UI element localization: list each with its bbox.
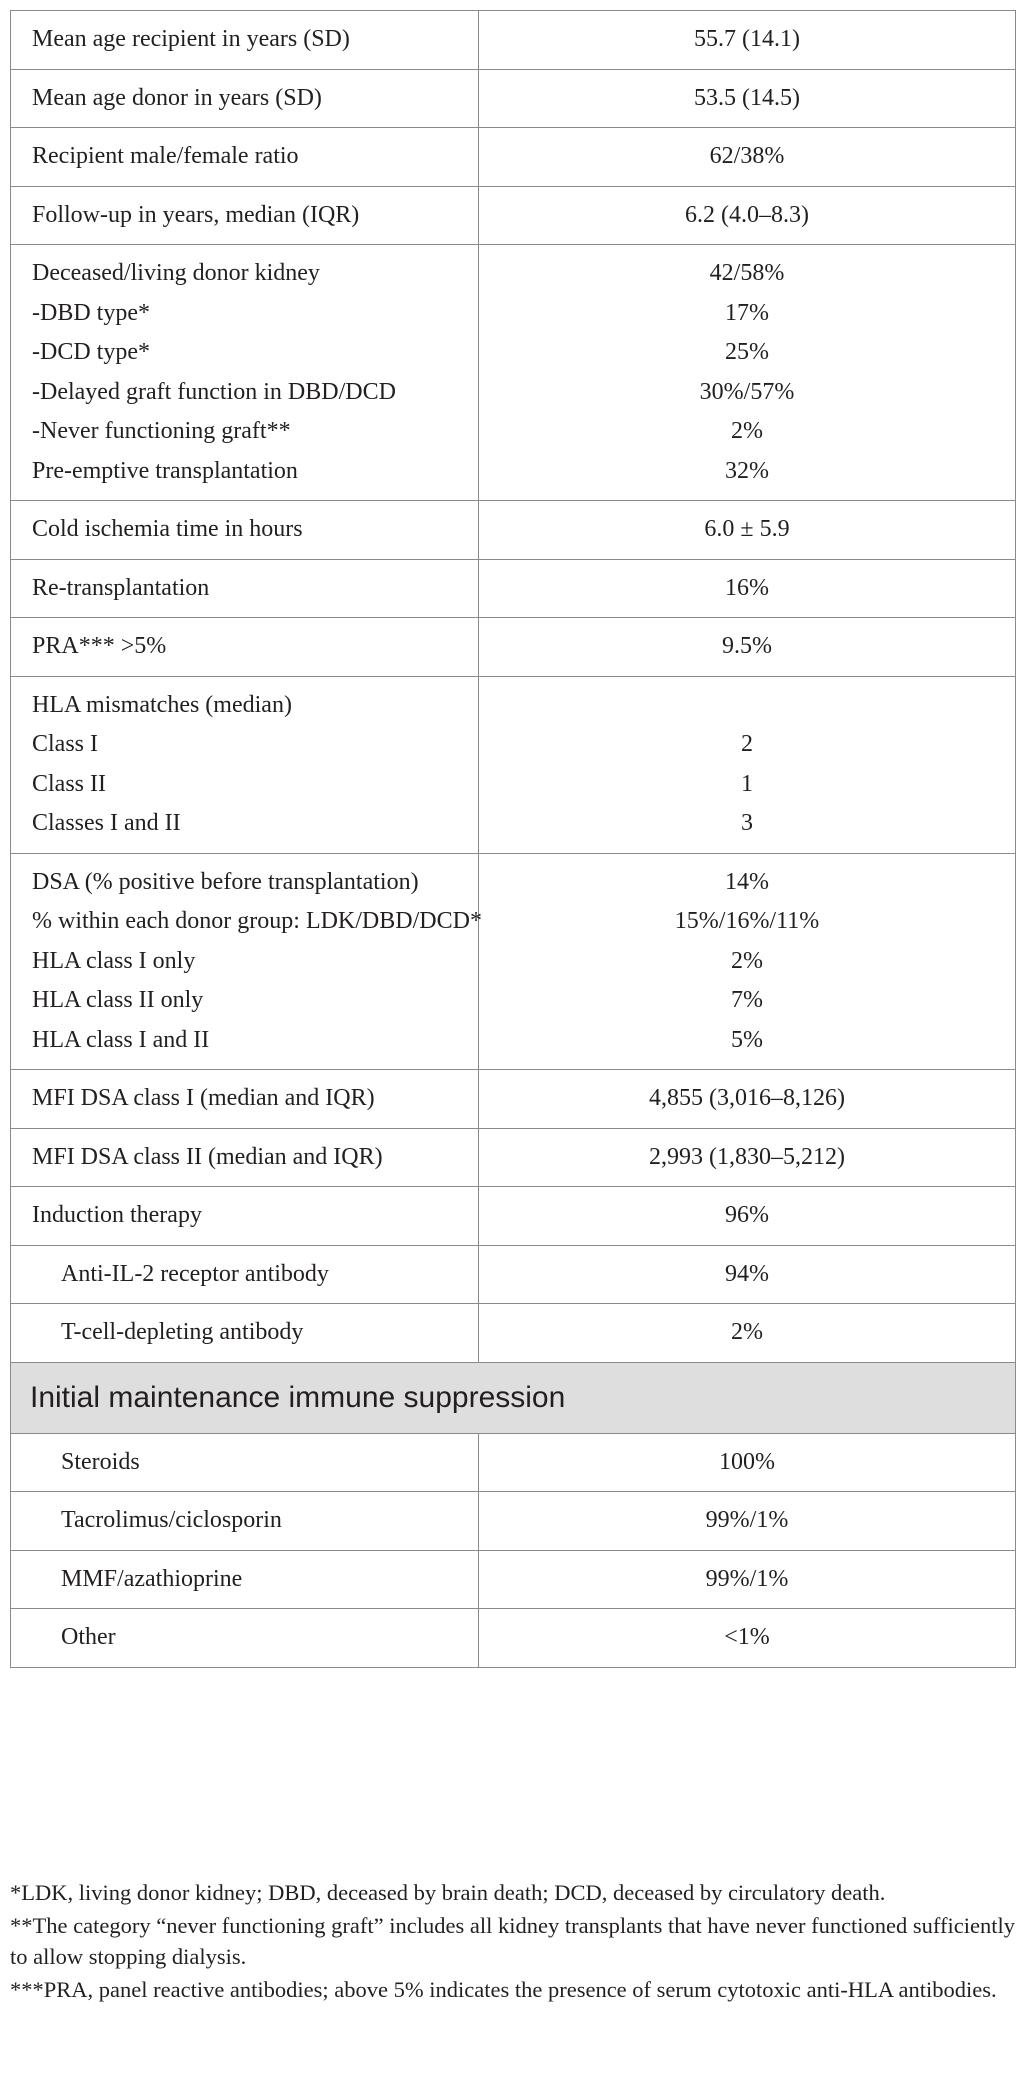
table-row: [11, 853, 1016, 1070]
characteristics-table: [10, 10, 1016, 1668]
row-label: HLA mismatches (median): [32, 691, 292, 718]
row-label: MMF/azathioprine: [61, 1565, 243, 1592]
table-row: [11, 1550, 1016, 1609]
table-row: [11, 186, 1016, 245]
row-value: 1: [741, 770, 753, 797]
row-label: -Never functioning graft**: [32, 418, 291, 444]
table-row: [11, 1304, 1016, 1363]
footnote-pra: ***PRA, panel reactive antibodies; above 5% indicates the presence of serum cytotoxic anti-HLA antibodies.: [10, 1977, 997, 2002]
row-value: 55.7 (14.1): [694, 26, 800, 52]
row-label-cell: [11, 245, 479, 501]
row-value: [489, 686, 1005, 726]
row-value: 4,855 (3,016–8,126): [649, 1085, 845, 1111]
row-label-cell: [11, 1245, 479, 1304]
row-label: Classes I and II: [32, 810, 181, 836]
row-value-cell: [479, 186, 1016, 245]
row-value: 99%/1%: [705, 1565, 789, 1592]
row-label: MFI DSA class I (median and IQR): [32, 1085, 375, 1111]
row-value-cell: [479, 1550, 1016, 1609]
row-value: 2%: [731, 418, 763, 444]
row-label: DSA (% positive before transplantation): [32, 868, 419, 895]
row-value-cell: [479, 11, 1016, 70]
row-value: 7%: [731, 987, 763, 1013]
table-row: [11, 618, 1016, 677]
row-label: HLA class I only: [32, 947, 196, 974]
row-value: 2%: [731, 947, 763, 974]
row-label: Deceased/living donor kidney: [32, 260, 320, 286]
row-value: 32%: [725, 457, 769, 484]
row-value: 94%: [725, 1260, 769, 1287]
table-row: [11, 1070, 1016, 1129]
section-header-row: [11, 1362, 1016, 1433]
row-value-cell: [479, 128, 1016, 187]
row-label: Class I: [32, 731, 98, 757]
row-label: Anti-IL-2 receptor antibody: [61, 1260, 329, 1287]
table-row: [11, 1492, 1016, 1551]
row-value-cell: [479, 1433, 1016, 1492]
row-label: -DBD type*: [32, 299, 150, 326]
row-label: Mean age recipient in years (SD): [32, 26, 350, 52]
row-label-cell: [11, 618, 479, 677]
row-label-cell: [11, 11, 479, 70]
row-label-cell: [11, 1187, 479, 1246]
row-label-cell: [11, 1070, 479, 1129]
row-label: -Delayed graft function in DBD/DCD: [32, 378, 396, 405]
row-label: Tacrolimus/ciclosporin: [61, 1507, 282, 1533]
table-row: [11, 1245, 1016, 1304]
table-row: [11, 11, 1016, 70]
row-value: 2,993 (1,830–5,212): [649, 1143, 845, 1170]
row-value: 2%: [731, 1319, 763, 1345]
row-value: 30%/57%: [699, 378, 795, 405]
table-row: [11, 128, 1016, 187]
table-footnotes: [10, 1877, 1015, 2007]
row-label-cell: [11, 186, 479, 245]
table-row: [11, 1187, 1016, 1246]
table-row: [11, 559, 1016, 618]
row-label-cell: [11, 676, 479, 853]
row-label-cell: [11, 853, 482, 1070]
row-label: PRA*** >5%: [32, 633, 167, 659]
row-label: T-cell-depleting antibody: [61, 1319, 304, 1345]
row-label-cell: [11, 501, 479, 560]
row-value-cell: [479, 853, 1016, 1070]
row-value: 53.5 (14.5): [694, 84, 800, 111]
table-row: [11, 1609, 1016, 1668]
row-value-cell: [479, 1492, 1016, 1551]
row-value: 15%/16%/11%: [674, 908, 820, 934]
row-label: HLA class I and II: [32, 1026, 210, 1053]
row-label-cell: [11, 69, 479, 128]
row-label-cell: [11, 1304, 479, 1363]
row-value-cell: [479, 501, 1016, 560]
row-value-cell: [479, 618, 1016, 677]
row-value: 42/58%: [709, 260, 785, 286]
row-value: 100%: [719, 1448, 775, 1475]
row-label: MFI DSA class II (median and IQR): [32, 1143, 383, 1170]
row-label-cell: [11, 128, 479, 187]
row-value: 99%/1%: [705, 1507, 789, 1533]
footnote-never-functioning-graft: **The category “never functioning graft” includes all kidney transplants that have never functioned sufficiently to allow stopping dialysis.: [10, 1913, 1015, 1969]
row-value-cell: [479, 676, 1016, 853]
row-label: Pre-emptive transplantation: [32, 457, 298, 484]
row-value: 6.0 ± 5.9: [704, 516, 790, 542]
row-label: Other: [61, 1624, 116, 1650]
row-value: 62/38%: [709, 143, 785, 169]
row-value: 17%: [725, 299, 769, 326]
row-value: 6.2 (4.0–8.3): [685, 201, 809, 228]
row-value-cell: [479, 559, 1016, 618]
row-label-cell: [11, 1128, 479, 1187]
row-label: HLA class II only: [32, 987, 204, 1013]
row-label: -DCD type*: [32, 339, 150, 365]
row-value: 2: [741, 731, 753, 757]
section-heading: Initial maintenance immune suppression: [11, 1362, 1016, 1433]
table-row: [11, 245, 1016, 501]
row-value-cell: [479, 1070, 1016, 1129]
row-label: % within each donor group: LDK/DBD/DCD*: [32, 908, 482, 934]
row-value-cell: [479, 1609, 1016, 1668]
row-label-cell: [11, 1609, 479, 1668]
row-value: 16%: [725, 574, 769, 601]
row-value: 14%: [725, 868, 769, 895]
row-value-cell: [479, 1245, 1016, 1304]
row-value: 3: [741, 810, 753, 836]
row-label: Cold ischemia time in hours: [32, 516, 303, 542]
footnote-ldk-dbd-dcd: *LDK, living donor kidney; DBD, deceased by brain death; DCD, deceased by circulatory death.: [10, 1880, 886, 1905]
row-value-cell: [479, 1128, 1016, 1187]
row-value-cell: [479, 245, 1016, 501]
row-value-cell: [479, 1187, 1016, 1246]
table-row: [11, 676, 1016, 853]
row-value: 9.5%: [722, 633, 772, 659]
table-body: [11, 11, 1016, 1668]
row-label-cell: [11, 559, 479, 618]
table-row: [11, 1128, 1016, 1187]
table-row: [11, 501, 1016, 560]
table-row: [11, 69, 1016, 128]
row-label-cell: [11, 1550, 479, 1609]
row-value: 5%: [731, 1026, 763, 1053]
row-value: 96%: [725, 1202, 769, 1228]
row-label-cell: [11, 1492, 479, 1551]
row-label: Mean age donor in years (SD): [32, 84, 322, 111]
row-label: Re-transplantation: [32, 574, 210, 601]
row-label: Follow-up in years, median (IQR): [32, 201, 360, 228]
row-label-cell: [11, 1433, 479, 1492]
row-value: <1%: [724, 1624, 770, 1650]
table-row: [11, 1433, 1016, 1492]
row-label: Steroids: [61, 1448, 140, 1475]
row-label: Class II: [32, 770, 106, 797]
row-value: 25%: [725, 339, 769, 365]
row-value-cell: [479, 1304, 1016, 1363]
row-value-cell: [479, 69, 1016, 128]
row-label: Induction therapy: [32, 1202, 202, 1228]
row-label: Recipient male/female ratio: [32, 143, 299, 169]
